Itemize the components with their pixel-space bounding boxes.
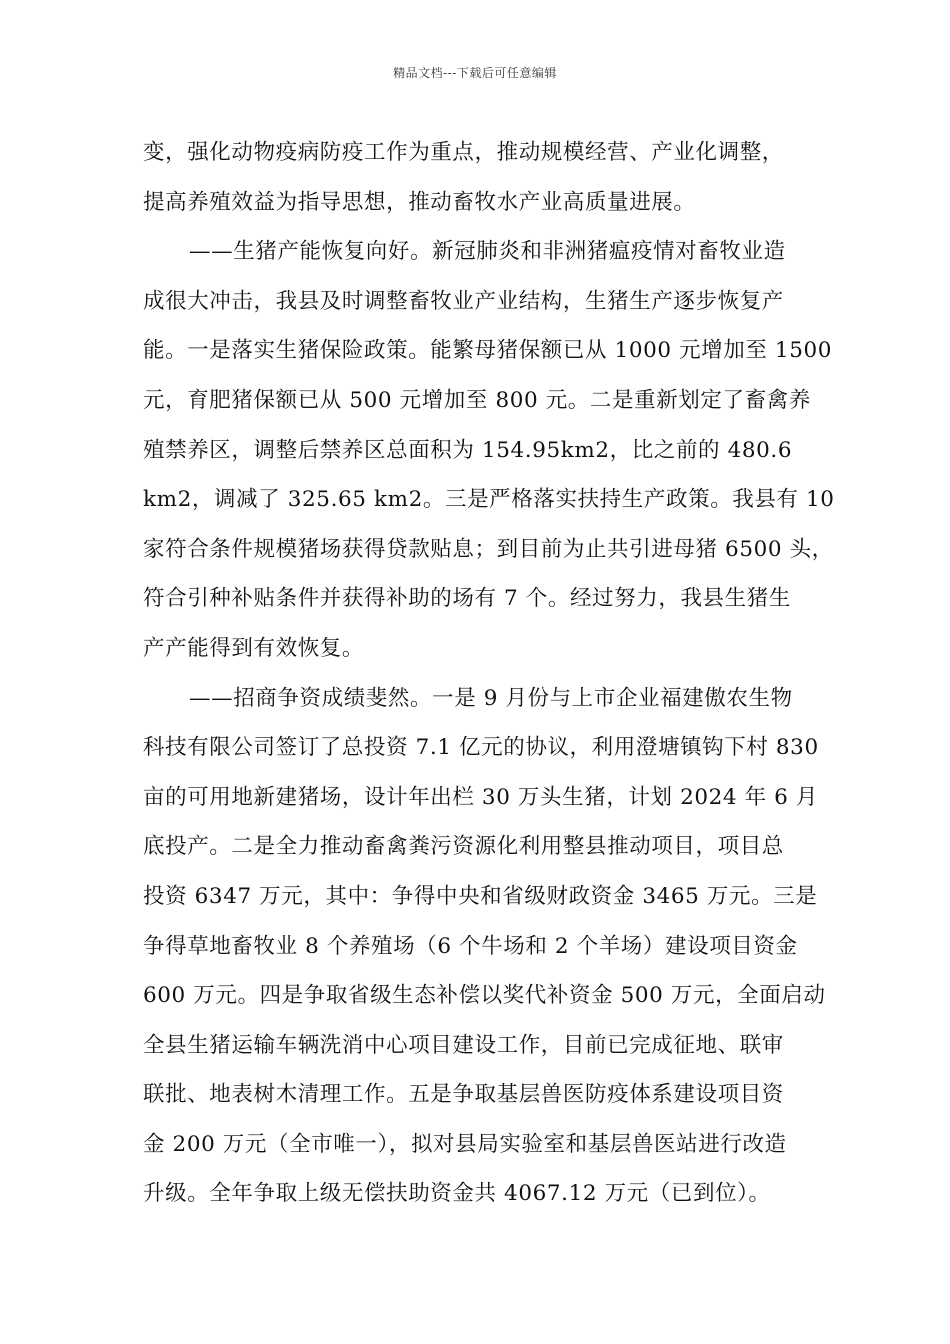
body-text	[143, 128, 835, 1219]
text-line: 亩的可用地新建猪场，设计年出栏 30 万头生猪，计划 2024 年 6 月	[143, 784, 818, 810]
text-line: 联批、地表树木清理工作。五是争取基层兽医防疫体系建设项目资	[143, 1082, 784, 1108]
text-line: 600 万元。四是争取省级生态补偿以奖代补资金 500 万元，全面启动	[143, 983, 826, 1009]
text-line: km2，调减了 325.65 km2。三是严格落实扶持生产政策。我县有 10	[143, 487, 835, 513]
text-line: 科技有限公司签订了总投资 7.1 亿元的协议，利用澄塘镇钩下村 830	[143, 735, 819, 761]
text-line: 提高养殖效益为指导思想，推动畜牧水产业高质量进展。	[143, 189, 696, 215]
text-line: 金 200 万元（全市唯一），拟对县局实验室和基层兽医站进行改造	[143, 1131, 787, 1157]
text-line: 殖禁养区，调整后禁养区总面积为 154.95km2，比之前的 480.6	[143, 437, 793, 463]
text-line: 变，强化动物疫病防疫工作为重点，推动规模经营、产业化调整，	[143, 140, 784, 165]
text-line: ——招商争资成绩斐然。一是 9 月份与上市企业福建傲农生物	[189, 685, 793, 711]
text-line: 全县生猪运输车辆洗消中心项目建设工作，目前已完成征地、联审	[143, 1032, 784, 1058]
text-line: 产产能得到有效恢复。	[143, 635, 365, 661]
text-line: 升级。全年争取上级无偿扶助资金共 4067.12 万元（已到位）。	[143, 1181, 771, 1207]
text-line: 符合引种补贴条件并获得补助的场有 7 个。经过努力，我县生猪生	[143, 586, 791, 612]
text-line: 投资 6347 万元，其中：争得中央和省级财政资金 3465 万元。三是	[143, 883, 818, 909]
text-line: 成很大冲击，我县及时调整畜牧业产业结构，生猪生产逐步恢复产	[143, 288, 784, 314]
text-line: 争得草地畜牧业 8 个养殖场（6 个牛场和 2 个羊场）建设项目资金	[143, 933, 798, 959]
page-header: 精品文档---下载后可任意编辑	[393, 66, 557, 80]
text-line: 家符合条件规模猪场获得贷款贴息；到目前为止共引进母猪 6500 头，	[143, 536, 834, 562]
text-line: 元，育肥猪保额已从 500 元增加至 800 元。二是重新划定了畜禽养	[143, 387, 811, 413]
text-line: 能。一是落实生猪保险政策。能繁母猪保额已从 1000 元增加至 1500	[143, 338, 833, 364]
text-line: ——生猪产能恢复向好。新冠肺炎和非洲猪瘟疫情对畜牧业造	[189, 239, 786, 265]
text-line: 底投产。二是全力推动畜禽粪污资源化利用整县推动项目，项目总	[143, 834, 784, 860]
